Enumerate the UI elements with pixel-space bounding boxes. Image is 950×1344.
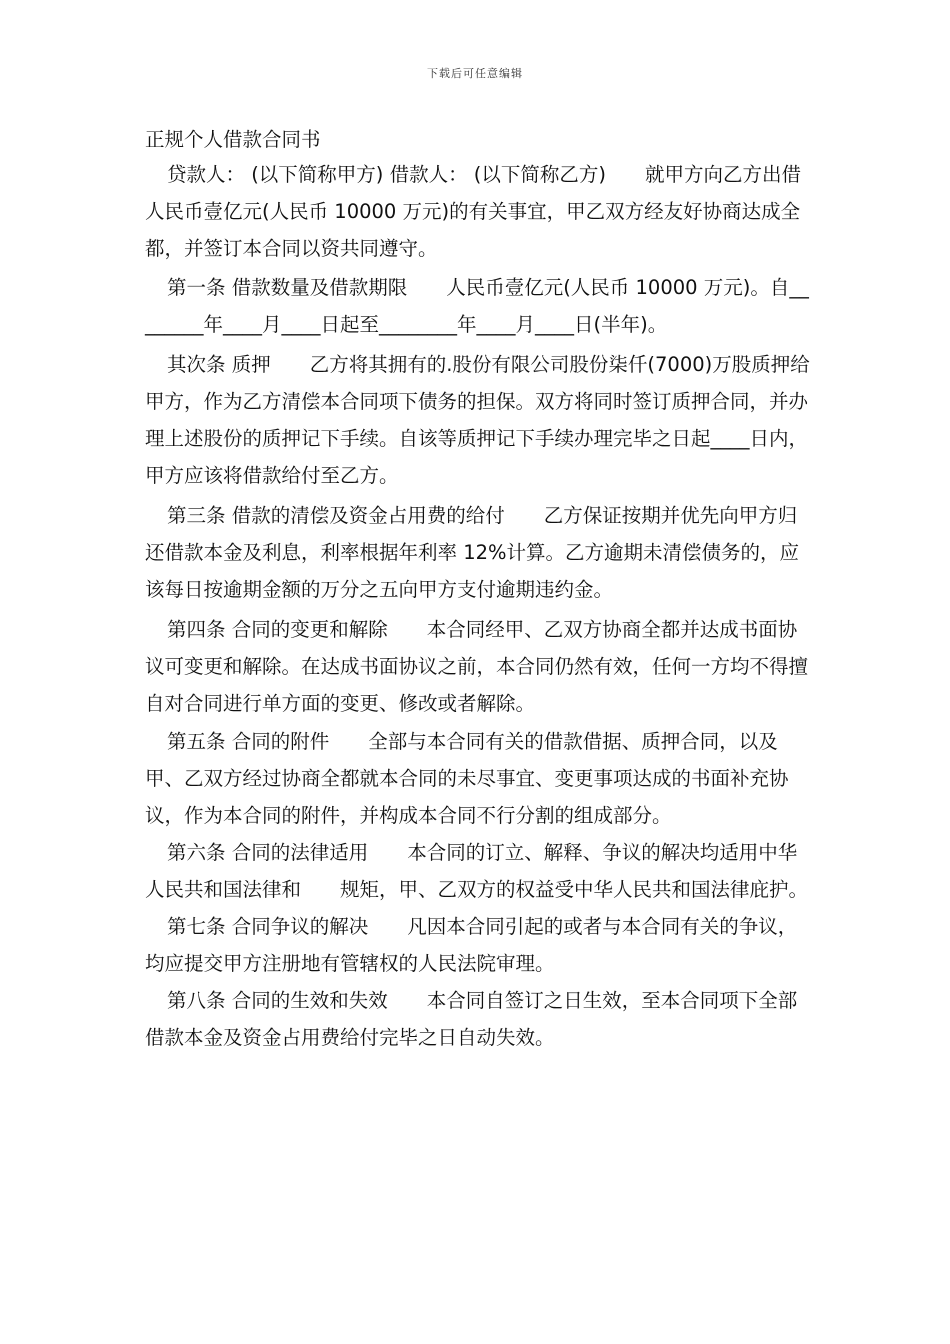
paragraph-article-6: 第六条 合同的法律适用 本合同的订立、解释、争议的解决均适用中华人民共和国法律和 规矩，甲、乙双方的权益受中华人民共和国法律庇护。: [145, 841, 809, 901]
document-title: 正规个人借款合同书: [145, 128, 321, 151]
paragraph-article-2: 其次条 质押 乙方将其拥有的.股份有限公司股份柒仟(7000)万股质押给甲方，作为乙方清偿本合同项下债务的担保。双方将同时签订质押合同，并办理上述股份的质押记下手续。自该等质押记下手续办理完毕之日起____日内，甲方应该将借款给付至乙方。: [145, 353, 810, 487]
paragraph-article-5: 第五条 合同的附件 全部与本合同有关的借款借据、质押合同，以及甲、乙双方经过协商全都就本合同的未尽事宜、变更事项达成的书面补充协议，作为本合同的附件，并构成本合同不行分割的组成部分。: [145, 730, 789, 827]
paragraph-article-1: 第一条 借款数量及借款期限 人民币壹亿元(人民币 10000 万元)。自________年____月____日起至________年____月____日(半年)。: [145, 276, 809, 336]
paragraph-article-7: 第七条 合同争议的解决 凡因本合同引起的或者与本合同有关的争议，均应提交甲方注册地有管辖权的人民法院审理。: [145, 915, 798, 975]
paragraph-parties: 贷款人： (以下简称甲方) 借款人： (以下简称乙方) 就甲方向乙方出借人民币壹亿元(人民币 10000 万元)的有关事宜，甲乙双方经友好协商达成全都，并签订本合同以资共同遵守。: [145, 163, 802, 260]
paragraph-article-8: 第八条 合同的生效和失效 本合同自签订之日生效，至本合同项下全部借款本金及资金占用费给付完毕之日自动失效。: [145, 989, 798, 1049]
header-note: 下载后可任意编辑: [427, 67, 523, 80]
document-body: [145, 123, 810, 1056]
paragraph-article-4: 第四条 合同的变更和解除 本合同经甲、乙双方协商全都并达成书面协议可变更和解除。在达成书面协议之前，本合同仍然有效，任何一方均不得擅自对合同进行单方面的变更、修改或者解除。: [145, 618, 809, 715]
paragraph-article-3: 第三条 借款的清偿及资金占用费的给付 乙方保证按期并优先向甲方归还借款本金及利息，利率根据年利率 12%计算。乙方逾期未清偿债务的，应该每日按逾期金额的万分之五向甲方支付逾期违约金。: [145, 504, 800, 601]
